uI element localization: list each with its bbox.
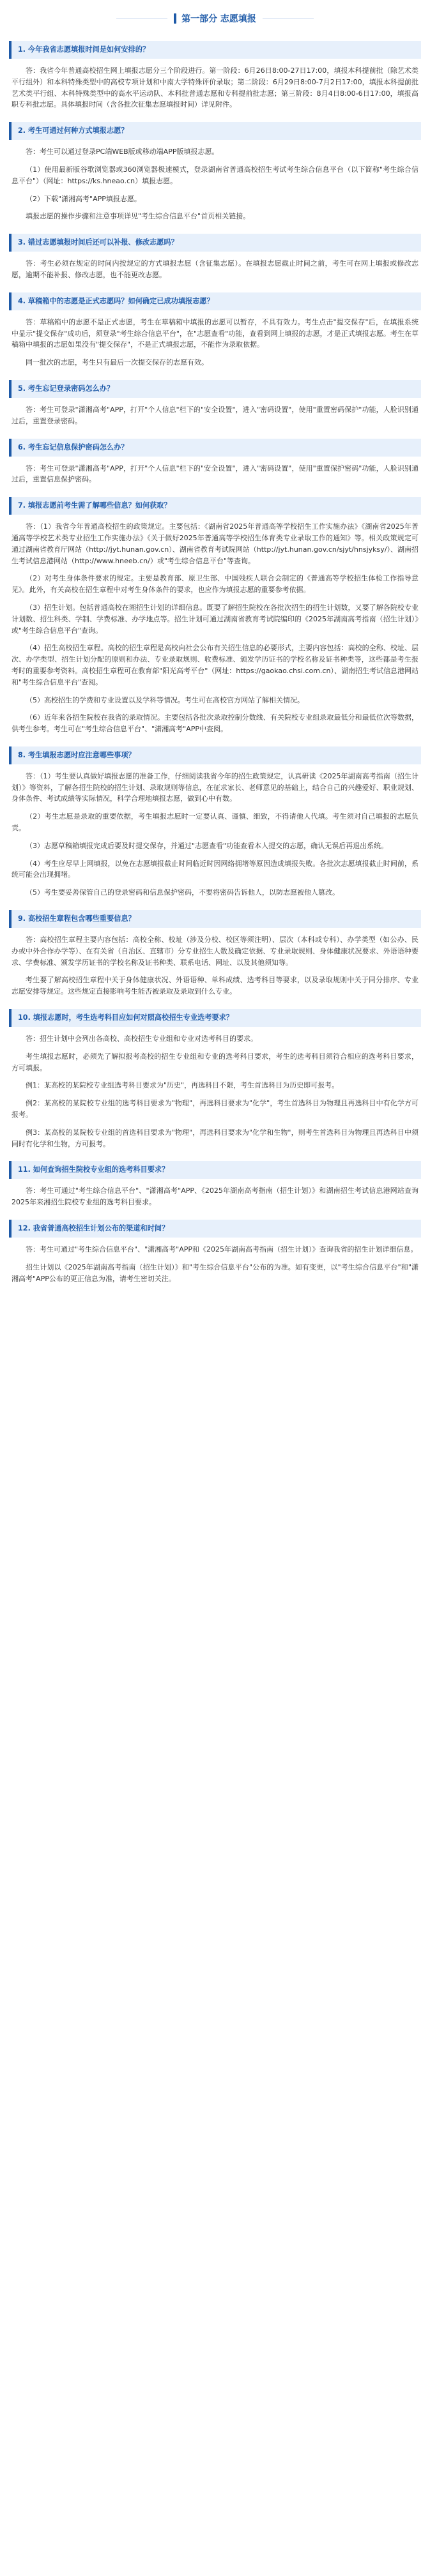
question-heading: 7. 填报志愿前考生需了解哪些信息？如何获取？ (9, 497, 421, 515)
answer-paragraph: 考生要了解高校招生章程中关于身体健康状况、外语语种、单科成绩、选考科目等要求，以及录取规则中关于同分排序、专业志愿安排等规定。这些规定直接影响考生能否被录取及录取到什么专业。 (12, 976, 418, 996)
answer-paragraph: 例1：某高校的某院校专业组选考科目要求为"历史"，再选科目不限，考生首选科目为历史即可报考。 (26, 1081, 339, 1090)
question-heading: 1. 今年我省志愿填报时间是如何安排的？ (9, 41, 421, 59)
answer-paragraph: 答：草稿箱中的志愿不是正式志愿，考生在草稿箱中填报的志愿可以暂存，不具有效力。考生点击"提交保存"后，在填报系统中显示"提交保存"成功后，须登录"考生综合信息平台"，在"志愿查看"功能，查看到网上填报的志愿，才是正式填报志愿。考生在草稿箱中填报的志愿如果没有"提交保存"，不是正式填报志愿，不能作为录取依据。 (12, 317, 418, 349)
question-heading: 10. 填报志愿时，考生选考科目应如何对照高校招生专业选考要求？ (9, 1009, 421, 1027)
answer-paragraph: （2）考生志愿是录取的重要依据，考生填报志愿时一定要认真、谨慎、细致，不得请他人代填。考生须对自己填报的志愿负责。 (12, 812, 418, 833)
answer-paragraph: （1）使用最新版谷歌浏览器或360浏览器极速模式，登录湖南省普通高校招生考试考生综合信息平台（以下简称"考生综合信息平台"）（网址：https://ks.hneao.cn）填报志愿。 (12, 165, 418, 185)
answer-paragraph: （4）考生应尽早上网填报，以免在志愿填报截止时间临近时因网络拥堵等原因造成填报失败。各批次志愿填报截止时间前，系统可能会出现拥堵。 (12, 859, 418, 879)
answer-paragraph: 同一批次的志愿，考生只有最后一次提交保存的志愿有效。 (26, 358, 208, 367)
answer-paragraph: （2）下载"潇湘高考"APP填报志愿。 (26, 194, 141, 203)
page-title: 第一部分 志愿填报 (181, 14, 256, 24)
answer-paragraph: 答：招生计划中会列出各高校、高校招生专业组和专业对选考科目的要求。 (26, 1034, 257, 1043)
answer-paragraph: （2）对考生身体条件要求的规定。主要是教育部、原卫生部、中国残疾人联合会制定的《普通高等学校招生体检工作指导意见》。此外，有关高校在招生章程中对考生身体条件的要求，也应作为填报志愿的重要参考依据。 (12, 574, 418, 595)
question-heading: 5. 考生忘记登录密码怎么办？ (9, 380, 421, 398)
answer-paragraph: 考生填报志愿时，必须先了解拟报考高校的招生专业组和专业的选考科目要求，考生的选考科目须符合相应的选考科目要求，方可填报。 (12, 1052, 418, 1072)
question-heading: 2. 考生可通过何种方式填报志愿？ (9, 122, 421, 140)
answer-paragraph: 答：考生可通过"考生综合信息平台"、"潇湘高考"APP、《2025年湖南高考指南（招生计划）》和湖南招生考试信息港网站查询2025年来湘招生院校专业组的选考科目要求。 (12, 1186, 418, 1207)
answer-paragraph: 答：考生可登录"潇湘高考"APP，打开"个人信息"栏下的"安全设置"，进入"密码设置"，使用"重置密码保护"功能，人脸识别通过后，重置登录密码。 (12, 405, 418, 425)
answer-paragraph: 答：（1）我省今年普通高校招生的政策规定。主要包括：《湖南省2025年普通高等学校招生工作实施办法》《湖南省2025年普通高等学校艺术类专业招生工作实施办法》《关于做好2025年普通高等学校招生体育类专业录取工作的通知》等。相关政策规定可通过湖南省教育厅网站（http://jyt.hunan.gov.cn）、湖南省教育考试院网站（http://jyt.hunan.gov.cn/sjyt/hnsjyksy/）、湖南招生考试信息港网站（http://www.hneeb.cn/）或"考生综合信息平台"等查询。 (12, 522, 418, 565)
answer-paragraph: 答：考生可以通过登录PC端WEB版或移动端APP版填报志愿。 (26, 148, 219, 156)
answer-paragraph: 答：（1）考生要认真做好填报志愿的准备工作，仔细阅读我省今年的招生政策规定，认真研读《2025年湖南高考指南（招生计划）》等资料，了解各招生院校的招生计划、录取规则等信息，在征求家长、老师意见的基础上，结合自己的兴趣爱好、职业规划、身体条件、考试成绩等实际情况，科学合理地填报志愿，做到心中有数。 (12, 771, 418, 803)
answer-paragraph: 答：我省今年普通高校招生网上填报志愿分三个阶段进行。第一阶段：6月26日8:00-27日17:00，填报本科提前批（除艺术类平行组外）和本科特殊类型中的高校专项计划和中南大学特殊评价录取；第二阶段：6月29日8:00-7月2日17:00，填报本科提前批艺术类平行组、本科特殊类型中的高水平运动队、本科批普通志愿和专科提前批志愿；第三阶段：8月4日8:00-6日17:00，填报高职专科批志愿。具体填报时间（含各批次征集志愿填报时间）详见附件。 (12, 66, 418, 109)
answer-paragraph: 答：考生可登录"潇湘高考"APP，打开"个人信息"栏下的"安全设置"，进入"密码设置"，使用"重置保护密码"功能，人脸识别通过后，重置信息保护密码。 (12, 464, 418, 484)
header-bar (174, 13, 176, 24)
question-heading: 11. 如何查询招生院校专业组的选考科目要求？ (9, 1161, 421, 1179)
answer-paragraph: （3）志愿草稿箱填报完成后要及时提交保存，并通过"志愿查看"功能查看本人提交的志愿，确认无误后再退出系统。 (26, 841, 388, 850)
answer-paragraph: 填报志愿的操作步骤和注意事项详见"考生综合信息平台"首页相关链接。 (26, 212, 250, 221)
answer-paragraph: （5）高校招生的学费和专业设置以及学科等情况。考生可在高校官方网站了解相关情况。 (26, 695, 304, 704)
answer-paragraph: 答：考生必须在规定的时间内按规定的方式填报志愿（含征集志愿）。在填报志愿截止时间之前，考生可在网上填报或修改志愿，逾期不能补报、修改志愿，也不能更改志愿。 (12, 259, 418, 279)
question-heading: 9. 高校招生章程包含哪些重要信息？ (9, 910, 421, 928)
answer-paragraph: 答：考生可通过"考生综合信息平台"、"潇湘高考"APP和《2025年湖南高考指南（招生计划）》查询我省的招生计划详细信息。 (26, 1245, 418, 1254)
answer-paragraph: 答：高校招生章程主要内容包括：高校全称、校址（涉及分校、校区等须注明）、层次（本科或专科）、办学类型（如公办、民办或中外合作办学等）、在有关省（自治区、直辖市）分专业招生人数及确定依据、专业录取规则、身体健康状况要求、外语语种要求、学费标准、颁发学历证书的学校名称及证书种类、联系电话、网址、以及其他须知等。 (12, 936, 418, 967)
section-header (0, 0, 430, 29)
answer-paragraph: （6）近年来各招生院校在我省的录取情况。主要包括各批次录取控制分数线、有关院校专业组录取最低分和最低位次等数据，供考生参考。考生可在"考生综合信息平台"、"潇湘高考"APP中查阅。 (12, 713, 418, 734)
question-heading: 12. 我省普通高校招生计划公布的渠道和时间？ (9, 1220, 421, 1238)
question-heading: 8. 考生填报志愿时应注意哪些事项？ (9, 746, 421, 764)
answer-paragraph: （4）招生高校招生章程。高校的招生章程是高校向社会公布有关招生信息的必要形式，主要内容包括：高校的全称、校址、层次、办学类型、招生计划分配的原则和办法、专业录取规则、收费标准、颁发学历证书的学校名称及证书种类等，这些都是考生报考时的重要参考资料。高校招生章程可在教育部"阳光高考平台"（网址：https://gaokao.chsi.com.cn）、湖南招生考试信息港网站和"考生综合信息平台"查阅。 (12, 644, 418, 686)
answer-paragraph: （5）考生要妥善保管自己的登录密码和信息保护密码，不要将密码告诉他人，以防志愿被他人篡改。 (26, 888, 339, 897)
answer-paragraph: 例2：某高校的某院校专业组的选考科目要求为"物理"，再选科目要求为"化学"，考生首选科目为物理且再选科目中有化学方可报考。 (12, 1099, 418, 1119)
answer-paragraph: （3）招生计划。包括普通高校在湘招生计划的详细信息。既要了解招生院校在各批次招生的招生计划数，又要了解各院校专业计划数、招生科类、学制、学费标准、办学地点等。招生计划可通过湖南省教育考试院编印的《2025年湖南高考指南（招生计划）》或"考生综合信息平台"查询。 (12, 603, 418, 635)
qa-list (0, 41, 430, 1284)
question-heading: 4. 草稿箱中的志愿是正式志愿吗？如何确定已成功填报志愿？ (9, 292, 421, 310)
question-heading: 6. 考生忘记信息保护密码怎么办？ (9, 439, 421, 457)
answer-paragraph: 例3：某高校的某院校专业组的首选科目要求为"物理"，再选科目要求为"化学和生物"，则考生首选科目为物理且再选科目中须同时有化学和生物，方可报考。 (12, 1128, 418, 1148)
question-heading: 3. 错过志愿填报时间后还可以补报、修改志愿吗？ (9, 234, 421, 252)
answer-paragraph: 招生计划以《2025年湖南高考指南（招生计划）》和"考生综合信息平台"公布的为准。如有变更，以"考生综合信息平台"和"潇湘高考"APP公布的更正信息为准，请考生密切关注。 (12, 1262, 418, 1283)
